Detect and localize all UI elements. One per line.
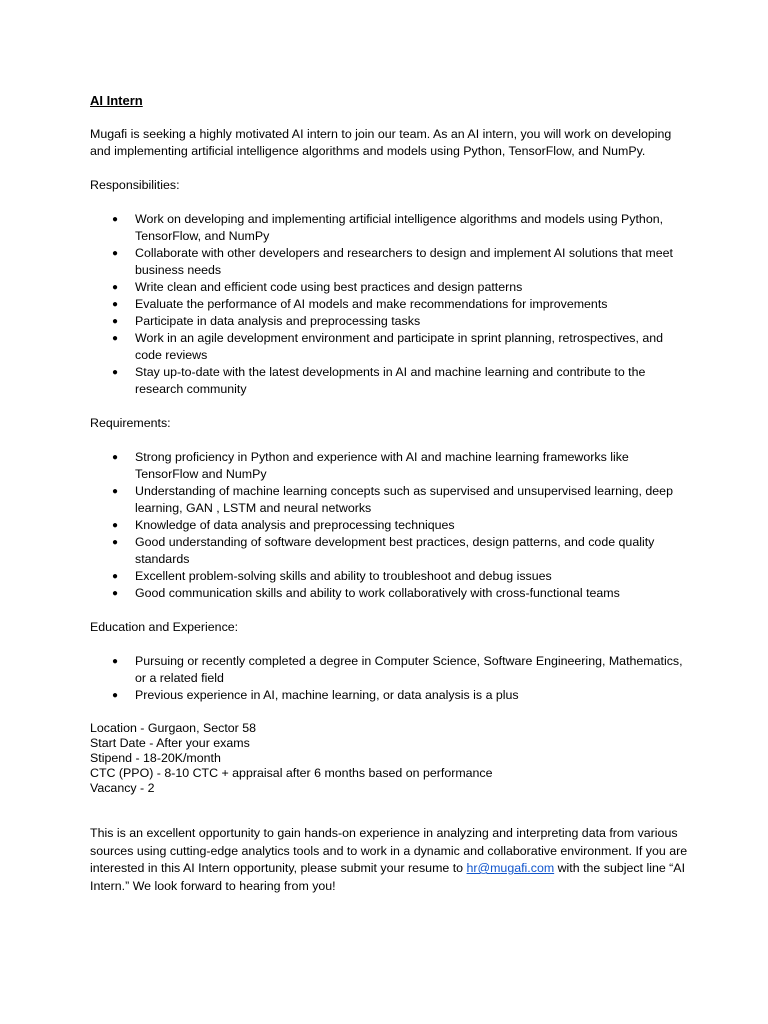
list-item-text: Stay up-to-date with the latest developments in AI and machine learning and contribute to the research community [135, 365, 646, 396]
closing-text-before: This is an excellent opportunity to gain hands-on experience in analyzing and interpreting data from various sources using cutting-edge analytics tools and to work in a dynamic and collaborative environment. If you are interested in this AI Intern opportunity, please submit your resume to [90, 826, 688, 875]
list-item [90, 296, 690, 313]
requirements-list [90, 449, 690, 602]
bullet-icon: ● [112, 656, 119, 667]
closing-paragraph [90, 825, 690, 895]
education-heading: Education and Experience: [90, 620, 239, 634]
bullet-icon: ● [112, 486, 119, 497]
bullet-icon: ● [112, 537, 119, 548]
detail-ctc: CTC (PPO) - 8-10 CTC + appraisal after 6 months based on performance [90, 766, 493, 780]
list-item [90, 653, 690, 687]
list-item-text: Work in an agile development environment and participate in sprint planning, retrospectives, and code reviews [135, 331, 664, 362]
bullet-icon: ● [112, 214, 119, 225]
detail-vacancy: Vacancy - 2 [90, 781, 155, 795]
list-item-text: Work on developing and implementing artificial intelligence algorithms and models using Python, TensorFlow, and NumPy [135, 212, 664, 243]
bullet-icon: ● [112, 316, 119, 327]
bullet-icon: ● [112, 520, 119, 531]
responsibilities-heading: Responsibilities: [90, 178, 180, 192]
email-link[interactable]: hr@mugafi.com [466, 861, 555, 875]
list-item [90, 568, 690, 585]
list-item [90, 534, 690, 568]
bullet-icon: ● [112, 452, 119, 463]
requirements-heading: Requirements: [90, 416, 171, 430]
education-list [90, 653, 690, 704]
list-item [90, 364, 690, 398]
detail-start-date: Start Date - After your exams [90, 736, 250, 750]
list-item-text: Write clean and efficient code using best practices and design patterns [135, 280, 523, 294]
list-item-text: Good communication skills and ability to work collaboratively with cross-functional teams [135, 586, 620, 600]
closing-text-after: with the subject line “AI Intern.” We look forward to hearing from you! [90, 861, 686, 893]
detail-stipend: Stipend - 18-20K/month [90, 751, 221, 765]
document-content [90, 92, 690, 895]
bullet-icon: ● [112, 333, 119, 344]
list-item [90, 245, 690, 279]
intro-paragraph: Mugafi is seeking a highly motivated AI intern to join our team. As an AI intern, you will work on developing and implementing artificial intelligence algorithms and models using Python, TensorFlow, and NumPy. [90, 127, 672, 158]
list-item-text: Previous experience in AI, machine learning, or data analysis is a plus [135, 688, 519, 702]
list-item-text: Strong proficiency in Python and experience with AI and machine learning frameworks like TensorFlow and NumPy [135, 450, 629, 481]
list-item [90, 330, 690, 364]
bullet-icon: ● [112, 588, 119, 599]
list-item-text: Collaborate with other developers and researchers to design and implement AI solutions that meet business needs [135, 246, 673, 277]
job-details [90, 721, 690, 796]
list-item [90, 449, 690, 483]
list-item-text: Pursuing or recently completed a degree in Computer Science, Software Engineering, Mathematics, or a related field [135, 654, 683, 685]
list-item [90, 585, 690, 602]
list-item [90, 211, 690, 245]
list-item-text: Good understanding of software development best practices, design patterns, and code quality standards [135, 535, 655, 566]
bullet-icon: ● [112, 299, 119, 310]
list-item [90, 687, 690, 704]
list-item-text: Understanding of machine learning concepts such as supervised and unsupervised learning, deep learning, GAN , LSTM and neural networks [135, 484, 673, 515]
list-item [90, 279, 690, 296]
detail-location: Location - Gurgaon, Sector 58 [90, 721, 256, 735]
page-title: AI Intern [90, 93, 143, 108]
responsibilities-list [90, 211, 690, 398]
list-item [90, 517, 690, 534]
bullet-icon: ● [112, 367, 119, 378]
list-item-text: Participate in data analysis and preprocessing tasks [135, 314, 421, 328]
list-item [90, 483, 690, 517]
list-item-text: Knowledge of data analysis and preprocessing techniques [135, 518, 455, 532]
bullet-icon: ● [112, 690, 119, 701]
list-item-text: Excellent problem-solving skills and ability to troubleshoot and debug issues [135, 569, 552, 583]
bullet-icon: ● [112, 571, 119, 582]
list-item-text: Evaluate the performance of AI models and make recommendations for improvements [135, 297, 608, 311]
list-item [90, 313, 690, 330]
bullet-icon: ● [112, 248, 119, 259]
bullet-icon: ● [112, 282, 119, 293]
